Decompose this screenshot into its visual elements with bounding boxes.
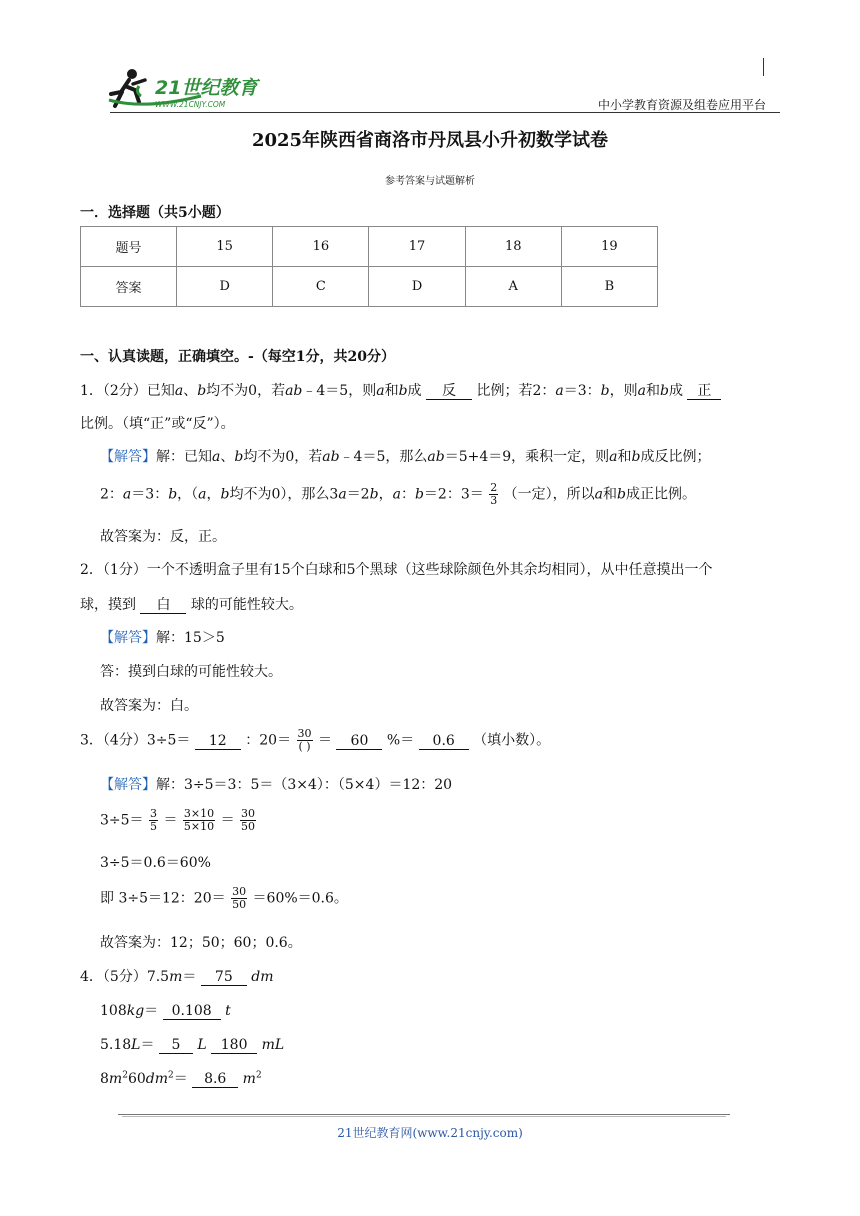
table-cell: A [465,267,561,307]
page-subtitle: 参考答案与试题解析 [385,176,475,187]
solution-3-line-4: 即 3÷5＝12：20＝ $\frac{30}{50}$ ＝60%＝0.6。 [100,885,348,911]
answer-blank: 12 [195,734,241,750]
header-mark [763,58,764,76]
fraction: $\frac{30}{50}$ [241,807,256,833]
question-4-line-4: $8m^260dm^2= 8.6$ $m^2$ [100,1070,262,1087]
fraction: $\frac{3}{5}$ [150,807,157,833]
solution-2-line-2: 答：摸到白球的可能性较大。 [100,664,282,680]
answer-blank: 5 [159,1038,193,1054]
solution-3-line-1: 【解答】解：3÷5＝3：5＝（3×4）：（5×4）＝12：20 [100,777,453,793]
answer-blank: 反 [426,384,472,400]
table-cell: 18 [465,227,561,267]
fraction: $\frac{3\times 10}{5\times 10}$ [183,807,215,833]
question-4-line-1: 4．（5分）7.5m＝ 75 dm [80,969,274,985]
answer-blank: 正 [687,384,721,400]
section-2-heading: 一、认真读题，正确填空。-（每空1分，共20分） [80,349,396,365]
solution-tag: 【解答】 [100,449,156,465]
solution-1-line-2: 2：a＝3：b，（a，b均不为0），那么3a＝2b，a：b＝2：3＝ $\frac{2}{3}$ （一定），所以a和b成正比例。 [100,481,696,507]
section-1-heading: 一．选择题（共5小题） [80,205,230,221]
table-cell: 15 [177,227,273,267]
table-cell: B [561,267,657,307]
table-cell: 题号 [81,227,177,267]
table-row [81,267,658,307]
svg-text:WWW.21CNJY.COM: WWW.21CNJY.COM [155,100,226,109]
solution-tag: 【解答】 [100,777,156,793]
question-4-line-3: 5.18L＝ 5 L 180 mL [100,1037,285,1053]
solution-1-line-1: 【解答】解：已知a、b均不为0，若ab﹣4＝5，那么ab＝5+4＝9，乘积一定，则a和b成反比例； [100,449,711,465]
footer-rule-shadow [122,1116,726,1117]
table-cell: C [273,267,369,307]
fraction: $\frac{30}{( )}$ [297,727,312,753]
page-title: 2025年陕西省商洛市丹凤县小升初数学试卷 [251,130,609,151]
footer-text: 21世纪教育网(www.21cnjy.com) [337,1126,523,1140]
question-4-line-2: 108kg＝ 0.108 t [100,1003,231,1019]
conclusion-3: 故答案为：12；50；60；0.6。 [100,935,302,951]
table-cell: 19 [561,227,657,267]
answer-blank: 75 [201,970,247,986]
solution-3-line-2: 3÷5＝ $\frac{3}{5}$ ＝ $\frac{3\times 10}{5\times 10}$ ＝ $\frac{30}{50}$ [100,807,256,833]
platform-label: 中小学教育资源及组卷应用平台 [597,98,766,112]
question-3-line-1: 3．（4分）3÷5＝ 12 ：20＝ $\frac{30}{( )}$ ＝ 60 %＝ 0.6 （填小数）。 [80,727,551,753]
solution-2-line-1: 【解答】解：15＞5 [100,630,225,646]
question-1-line-1: 1．（2分）已知a、b均不为0，若ab﹣4＝5，则a和b成 反 比例；若2：a＝3：b，则a和b成 正 [80,380,721,400]
question-2-line-1: 2．（1分）一个不透明盒子里有15个白球和5个黑球（这些球除颜色外其余均相同），从中任意摸出一个 [80,562,713,578]
question-2-line-2: 球，摸到 白 球的可能性较大。 [80,597,303,613]
answer-blank: 8.6 [192,1072,238,1088]
answer-blank: 60 [336,734,382,750]
runner-logo-icon [105,66,285,112]
header-rule [110,112,780,113]
table-cell: D [177,267,273,307]
answer-blank: 0.6 [419,734,469,750]
fraction: $\frac{30}{50}$ [232,885,247,911]
table-cell: 16 [273,227,369,267]
solution-3-line-3: 3÷5＝0.6＝60% [100,855,211,871]
table-cell: D [369,267,465,307]
site-logo [105,66,285,112]
answer-blank: 180 [211,1038,257,1054]
conclusion-2: 故答案为：白。 [100,698,198,714]
conclusion-1: 故答案为：反，正。 [100,529,226,545]
table-cell: 答案 [81,267,177,307]
table-row [81,227,658,267]
svg-text:21世纪教育: 21世纪教育 [155,77,258,99]
table-cell: 17 [369,227,465,267]
question-1-line-2: 比例。（填“正”或“反”）。 [80,416,235,432]
solution-tag: 【解答】 [100,630,156,646]
answer-table [80,226,658,307]
footer-rule [118,1114,730,1115]
answer-blank: 白 [140,598,186,614]
answer-blank: 0.108 [163,1004,221,1020]
fraction: $\frac{2}{3}$ [490,481,498,507]
